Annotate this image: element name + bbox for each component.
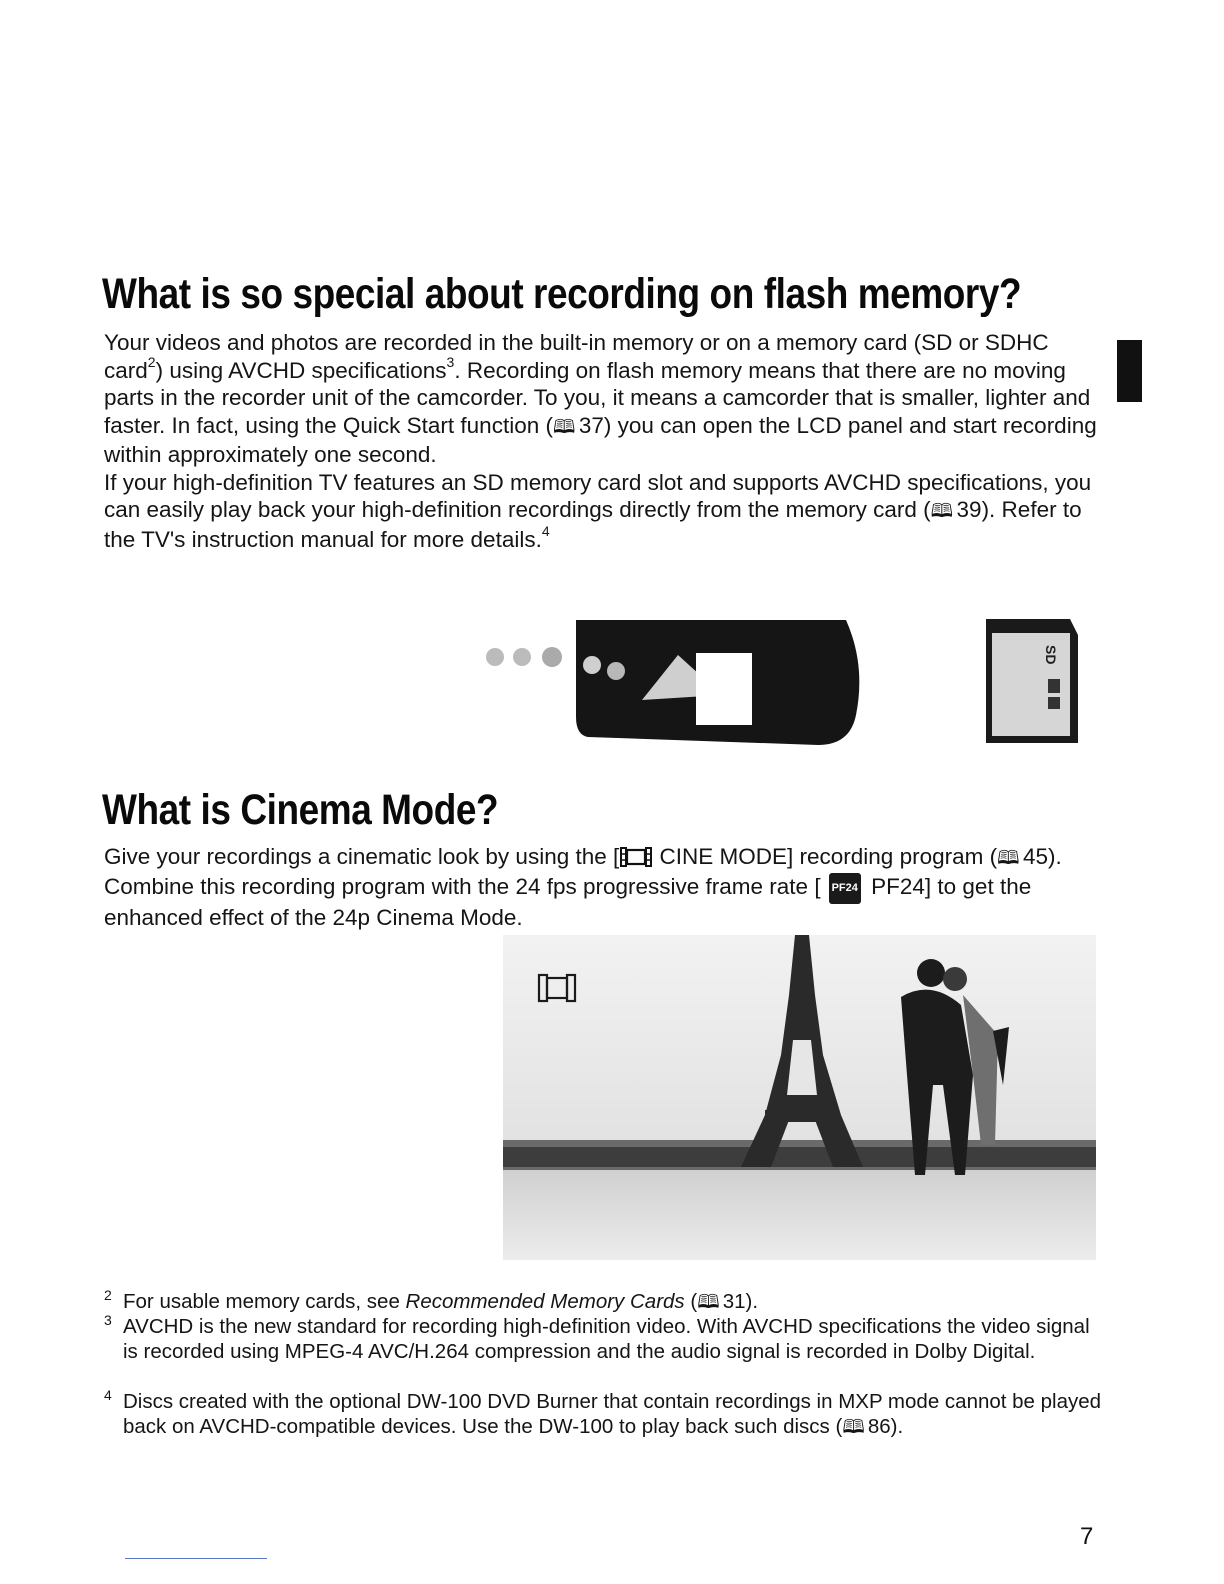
- book-icon: 🕮: [552, 416, 575, 438]
- dot-2: [513, 648, 531, 666]
- page-number: 7: [1080, 1523, 1094, 1550]
- camcorder-to-sd-card-illustration: [478, 605, 1088, 755]
- bottom-rule: [125, 1558, 267, 1559]
- footnote-4: 4 Discs created with the optional DW-100 DVD Burner that contain recordings in MXP mode cannot be played back on AVCHD-compatible devices. Use the DW-100 to play back such discs (🕮 86).: [104, 1387, 1102, 1438]
- page-ref-86[interactable]: 86: [867, 1415, 891, 1438]
- paragraph-cinema-mode: Give your recordings a cinematic look by using the [ CINE MODE] recording program (🕮 45). Combine this recording program with the 24 fps progressive frame rate [ PF24 PF24] to get the enhanced effect of the 24p Cinema Mode.: [104, 844, 1062, 930]
- book-icon: 🕮: [697, 1292, 719, 1313]
- book-icon: 🕮: [997, 848, 1019, 869]
- dot-3: [542, 647, 562, 667]
- section-heading-flash-memory: What is so special about recording on flash memory?: [102, 270, 1022, 318]
- page-ref-45[interactable]: 45: [1023, 844, 1049, 869]
- card-slot: [696, 653, 752, 725]
- book-icon: 🕮: [930, 501, 953, 522]
- cine-mode-icon: [619, 846, 653, 868]
- paragraph-flash-memory: Your videos and photos are recorded in the built-in memory or on a memory card (SD or SDHC card$^2$) using AVCHD specifications$^3$. Recording on flash memory means that there are no moving parts in the recorder unit of the camcorder. To you, it means a camcorder that is smaller, lighter and faster. In fact, using the Quick Start function (🕮 37) you can open the LCD panel and start recording within approximately one second. If your high-definition TV features an SD memory card slot and supports AVCHD specifications, you can easily play back your high-definition recordings directly from the memory card (🕮 39). Refer to the TV's instruction manual for more details.$^4$: [104, 330, 1097, 552]
- book-icon: 🕮: [842, 1417, 864, 1438]
- page-ref-37[interactable]: 37: [578, 412, 604, 438]
- footnote-2: 2 For usable memory cards, see Recommended Memory Cards (🕮 31).: [104, 1287, 759, 1313]
- eiffel-tower-couple-photo: [503, 935, 1096, 1260]
- page-ref-39[interactable]: 39: [956, 497, 982, 522]
- dot-1: [486, 648, 504, 666]
- page-ref-31[interactable]: 31: [722, 1290, 746, 1313]
- svg-text:SD: SD: [1043, 645, 1059, 665]
- side-marker: [1117, 340, 1142, 402]
- section-heading-cinema-mode: What is Cinema Mode?: [102, 786, 499, 834]
- pf24-badge-icon: PF24: [829, 873, 861, 905]
- footnote-3: 3 AVCHD is the new standard for recording high-definition video. With AVCHD specifications the video signal is recorded using MPEG-4 AVC/H.264 compression and the audio signal is recorded in Dolby Digital.: [104, 1312, 1090, 1363]
